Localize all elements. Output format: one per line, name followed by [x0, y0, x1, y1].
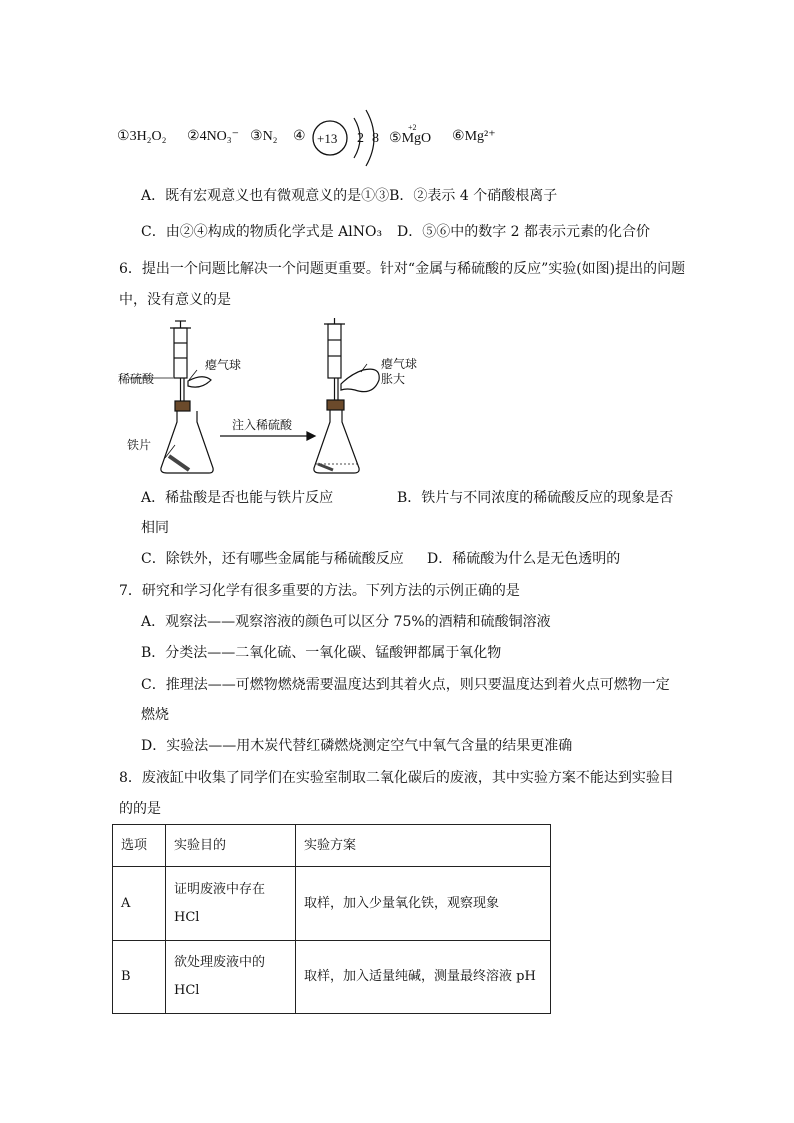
q7-option-a: A．观察法——观察溶液的颜色可以区分 75%的酒精和硫酸铜溶液	[141, 614, 551, 630]
q7-option-b: B．分类法——二氧化硫、一氧化碳、锰酸钾都属于氧化物	[141, 645, 502, 661]
apparatus-figure	[115, 318, 418, 478]
num-5: ⑤	[389, 131, 402, 146]
purpose-line2: HCl	[174, 909, 200, 925]
q7-option-c: C．推理法——可燃物燃烧需要温度达到其着火点，则只要温度达到着火点可燃物一定	[141, 677, 670, 693]
table-row	[113, 867, 551, 941]
q6-stem-line1: 6．提出一个问题比解决一个问题更重要。针对“金属与稀硫酸的反应”实验(如图)提出的问题	[119, 261, 686, 277]
q7-option-c-cont: 燃烧	[141, 707, 169, 723]
right-stopper	[327, 400, 344, 410]
q8-stem-line1: 8．废液缸中收集了同学们在实验室制取二氧化碳后的废液，其中实验方案不能达到实验目	[119, 770, 674, 786]
q5-symbol-2	[187, 128, 239, 146]
row-option: A	[113, 867, 166, 941]
label-iron-sheet: 铁片	[127, 438, 152, 452]
symbol-h2o2: 3H₂O₂	[129, 129, 167, 144]
left-syringe-barrel	[174, 328, 187, 378]
mgo-valence: +2	[408, 123, 417, 132]
symbol-mg-ion: Mg²⁺	[464, 129, 496, 144]
q6-option-a: A．稀盐酸是否也能与铁片反应	[141, 490, 334, 506]
header-plan: 实验方案	[296, 825, 551, 867]
label-dilute-acid: 稀硫酸	[118, 372, 155, 386]
shell-count-2: 8	[372, 131, 379, 146]
q5-symbol-6	[452, 128, 496, 146]
num-4: ④	[293, 129, 306, 144]
q6-option-b: B．铁片与不同浓度的稀硫酸反应的现象是否	[397, 490, 674, 506]
num-2: ②	[187, 129, 200, 144]
q6-stem-line2: 中，没有意义的是	[119, 292, 231, 308]
right-syringe-barrel	[328, 324, 341, 378]
purpose-line2: HCl	[174, 983, 200, 998]
q5-option-c: C．由②④构成的物质化学式是 AlNO₃	[141, 224, 383, 240]
table-row	[113, 941, 551, 1014]
purpose-line1: 证明废液中存在	[174, 881, 266, 897]
purpose-line1: 欲处理废液中的	[174, 955, 266, 970]
row-plan: 取样，加入少量氧化铁，观察现象	[296, 867, 551, 941]
label-inject-acid: 注入稀硫酸	[232, 418, 293, 432]
row-option: B	[113, 941, 166, 1014]
symbol-no3: 4NO₃⁻	[199, 129, 240, 144]
q5-symbols-line	[117, 128, 167, 146]
left-flask-body	[161, 411, 213, 473]
q8-table	[112, 824, 551, 1014]
q6-option-b-cont: 相同	[141, 520, 169, 536]
right-apparatus	[314, 318, 379, 473]
q8-stem-line2: 的的是	[119, 801, 161, 817]
q7-stem: 7．研究和学习化学有很多重要的方法。下列方法的示例正确的是	[119, 583, 520, 599]
symbol-n2: N₂	[262, 129, 278, 144]
q5-option-ab: A．既有宏观意义也有微观意义的是①③B．②表示 4 个硝酸根离子	[141, 188, 558, 204]
q7-option-d: D．实验法——用木炭代替红磷燃烧测定空气中氧气含量的结果更准确	[141, 738, 573, 754]
label-balloon-expand: 胀大	[381, 372, 406, 386]
nucleus-charge: +13	[317, 131, 338, 146]
left-flat-balloon	[188, 377, 211, 387]
q6-option-d: D．稀硫酸为什么是无色透明的	[427, 551, 621, 567]
symbol-mgo: MgO	[401, 131, 432, 146]
q6-option-c: C．除铁外，还有哪些金属能与稀硫酸反应	[141, 551, 404, 567]
num-6: ⑥	[452, 129, 465, 144]
num-1: ①	[117, 129, 130, 144]
num-3: ③	[250, 129, 263, 144]
header-purpose: 实验目的	[166, 825, 296, 867]
shell-count-1: 2	[357, 131, 364, 146]
table-header-row	[113, 825, 551, 867]
label-balloon-right: 瘪气球	[381, 357, 418, 371]
process-arrow	[220, 432, 315, 440]
right-inflated-balloon	[341, 369, 379, 392]
row-purpose	[166, 867, 296, 941]
row-plan: 取样，加入适量纯碱，测量最终溶液 pH	[296, 941, 551, 1014]
label-flat-balloon: 瘪气球	[205, 358, 242, 372]
row-purpose	[166, 941, 296, 1014]
q5-symbol-3	[250, 128, 278, 146]
left-stopper	[175, 401, 190, 411]
q5-option-d: D．⑤⑥中的数字 2 都表示元素的化合价	[397, 224, 651, 240]
header-option: 选项	[113, 825, 166, 867]
right-iron-strip	[318, 464, 333, 470]
left-iron-strip	[169, 456, 189, 470]
